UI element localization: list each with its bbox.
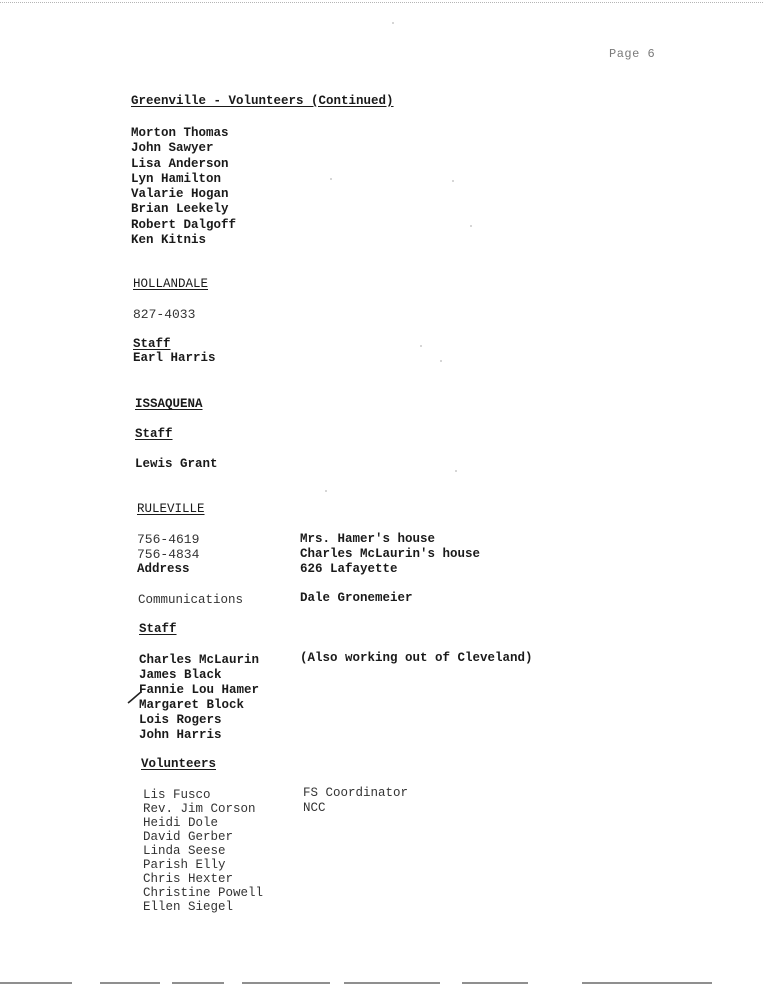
greenville-heading: Greenville - Volunteers (Continued)	[131, 94, 394, 108]
scan-speck	[420, 345, 422, 347]
list-item: Valarie Hogan	[131, 187, 229, 202]
scan-speck	[440, 360, 442, 362]
ruleville-volunteer: Ellen Siegel	[143, 900, 234, 914]
handwritten-check-mark	[127, 690, 143, 706]
ruleville-staff-member: John Harris	[139, 728, 222, 742]
scan-speck	[392, 22, 394, 24]
scan-speck	[452, 180, 454, 182]
scan-speck	[470, 225, 472, 227]
bottom-rule-segment	[582, 982, 712, 984]
hollandale-heading: HOLLANDALE	[133, 277, 209, 291]
ruleville-address-value: 626 Lafayette	[300, 562, 398, 576]
hollandale-staff-label: Staff	[133, 337, 171, 351]
bottom-rule-segment	[100, 982, 160, 984]
ruleville-phone-2-desc: Charles McLaurin's house	[300, 547, 481, 561]
ruleville-staff-member: James Black	[139, 668, 222, 682]
ruleville-phone-1-desc: Mrs. Hamer's house	[300, 532, 436, 546]
list-item: Robert Dalgoff	[131, 217, 237, 232]
bottom-rule-segment	[242, 982, 330, 984]
greenville-volunteer-list	[131, 126, 236, 248]
ruleville-volunteer-note: NCC	[303, 801, 326, 815]
ruleville-staff-member: Margaret Block	[139, 698, 245, 712]
ruleville-heading: RULEVILLE	[137, 502, 205, 516]
ruleville-volunteer: Lis Fusco	[143, 788, 211, 802]
ruleville-staff-note: (Also working out of Cleveland)	[300, 651, 533, 665]
ruleville-communications-label: Communications	[138, 593, 244, 607]
page-number: Page 6	[609, 47, 656, 61]
issaquena-heading: ISSAQUENA	[135, 397, 203, 411]
ruleville-staff-member: Lois Rogers	[139, 713, 222, 727]
ruleville-address-label: Address	[137, 562, 190, 576]
scan-speck	[455, 470, 457, 472]
ruleville-phone-2: 756-4834	[137, 547, 200, 562]
ruleville-volunteer: David Gerber	[143, 830, 234, 844]
ruleville-staff-member: Charles McLaurin	[139, 653, 260, 667]
bottom-rule-segment	[0, 982, 72, 984]
ruleville-staff-label: Staff	[139, 622, 177, 636]
bottom-rule-segment	[172, 982, 224, 984]
ruleville-volunteer-note: FS Coordinator	[303, 786, 409, 800]
hollandale-staff-member: Earl Harris	[133, 351, 216, 365]
ruleville-volunteer: Linda Seese	[143, 844, 226, 858]
ruleville-staff-member: Fannie Lou Hamer	[139, 683, 260, 697]
list-item: Lyn Hamilton	[131, 171, 222, 186]
list-item: Ken Kitnis	[131, 233, 207, 248]
issaquena-staff-label: Staff	[135, 427, 173, 441]
bottom-rule-segment	[344, 982, 440, 984]
ruleville-phone-1: 756-4619	[137, 532, 200, 547]
list-item: Lisa Anderson	[131, 156, 229, 171]
ruleville-volunteer: Heidi Dole	[143, 816, 219, 830]
ruleville-volunteer: Chris Hexter	[143, 872, 234, 886]
ruleville-volunteer: Rev. Jim Corson	[143, 802, 256, 816]
scan-speck	[330, 178, 332, 180]
scan-speck	[325, 490, 327, 492]
ruleville-volunteer: Parish Elly	[143, 858, 226, 872]
top-dotted-border	[0, 2, 763, 3]
list-item: Morton Thomas	[131, 126, 229, 140]
ruleville-volunteers-label: Volunteers	[141, 757, 217, 771]
issaquena-staff-member: Lewis Grant	[135, 457, 218, 471]
bottom-rule-segment	[462, 982, 528, 984]
ruleville-volunteer: Christine Powell	[143, 886, 264, 900]
ruleville-communications-value: Dale Gronemeier	[300, 591, 413, 605]
list-item: John Sawyer	[131, 141, 214, 156]
list-item: Brian Leekely	[131, 202, 229, 217]
hollandale-phone: 827-4033	[133, 307, 196, 322]
